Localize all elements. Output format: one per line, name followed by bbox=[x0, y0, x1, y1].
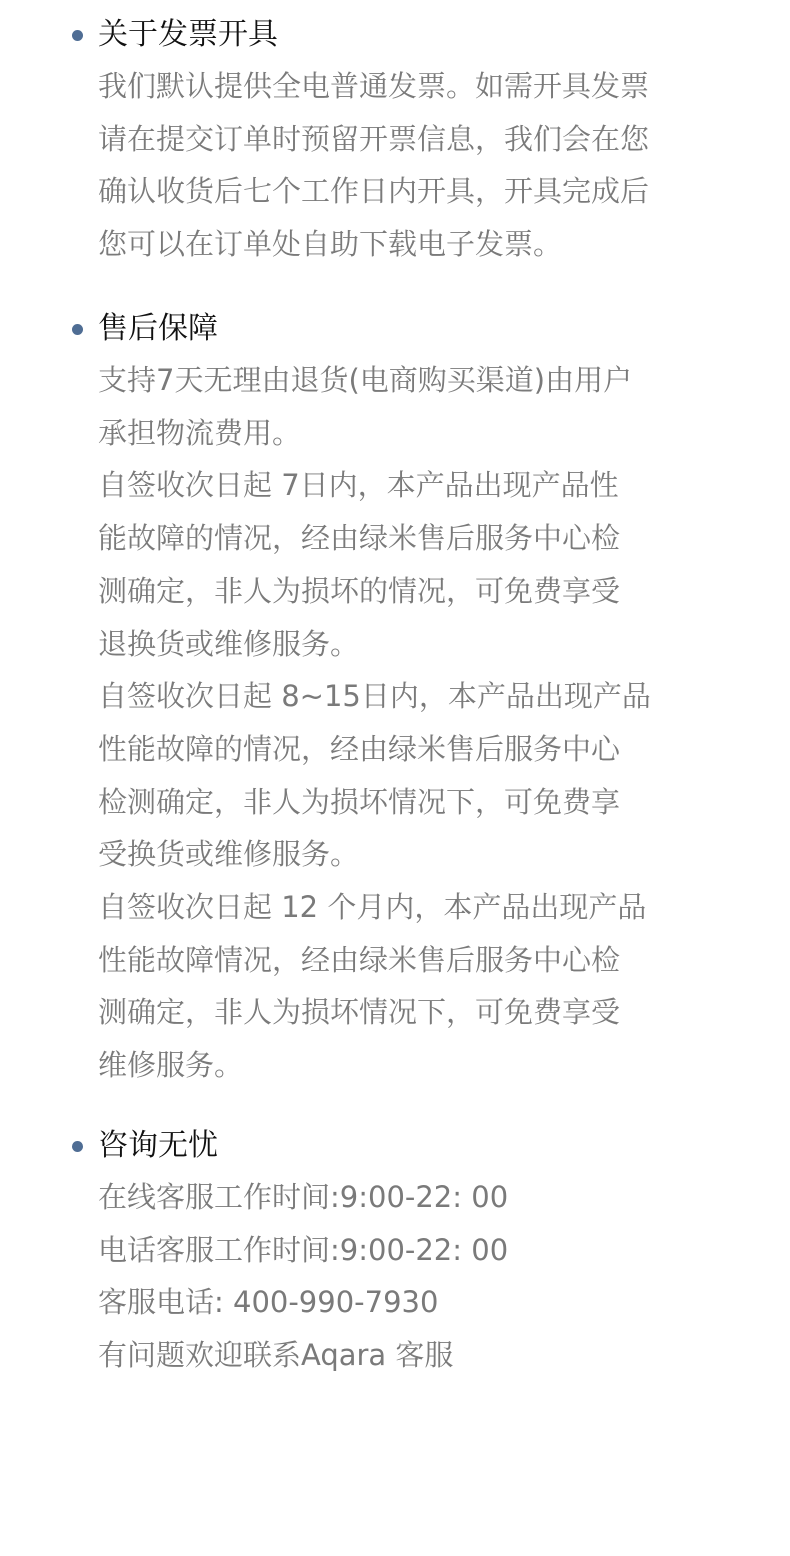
online-service-hours: 在线客服工作时间:9:00-22: 00 bbox=[98, 1180, 509, 1214]
service-phone-number[interactable]: 客服电话: 400-990-7930 bbox=[98, 1285, 439, 1320]
consultation-body bbox=[98, 1171, 708, 1382]
invoice-line: 您可以在订单处自助下载电子发票。 bbox=[98, 227, 563, 262]
after-sales-line: 性能故障的情况，经由绿米售后服务中心 bbox=[98, 731, 621, 766]
consultation-heading: 咨询无忧 bbox=[98, 1128, 218, 1163]
phone-service-hours: 电话客服工作时间:9:00-22: 00 bbox=[98, 1232, 509, 1267]
after-sales-heading: 售后保障 bbox=[98, 311, 218, 346]
invoice-line: 确认收货后七个工作日内开具，开具完成后 bbox=[98, 174, 650, 209]
bullet-icon bbox=[72, 324, 83, 335]
after-sales-line: 退换货或维修服务。 bbox=[98, 626, 360, 661]
after-sales-line: 支持7天无理由退货(电商购买渠道)由用户 bbox=[98, 363, 633, 397]
after-sales-line: 检测确定，非人为损坏情况下，可免费享 bbox=[98, 784, 621, 819]
bullet-icon bbox=[72, 30, 83, 41]
invoice-body bbox=[98, 60, 708, 271]
after-sales-line: 性能故障情况，经由绿米售后服务中心检 bbox=[98, 942, 621, 977]
after-sales-line: 自签收次日起 8~15日内，本产品出现产品 bbox=[98, 679, 651, 714]
after-sales-line: 受换货或维修服务。 bbox=[98, 837, 360, 872]
after-sales-body bbox=[98, 354, 708, 1092]
after-sales-line: 能故障的情况，经由绿米售后服务中心检 bbox=[98, 521, 621, 556]
after-sales-line: 测确定，非人为损坏的情况，可免费享受 bbox=[98, 573, 621, 608]
contact-note: 有问题欢迎联系Aqara 客服 bbox=[98, 1338, 454, 1373]
invoice-line: 我们默认提供全电普通发票。如需开具发票 bbox=[98, 69, 650, 103]
after-sales-line: 测确定，非人为损坏情况下，可免费享受 bbox=[98, 995, 621, 1030]
after-sales-line: 承担物流费用。 bbox=[98, 415, 302, 450]
after-sales-line: 自签收次日起 12 个月内，本产品出现产品 bbox=[98, 890, 647, 925]
invoice-line: 请在提交订单时预留开票信息，我们会在您 bbox=[98, 121, 650, 156]
bullet-icon bbox=[72, 1141, 83, 1152]
invoice-heading: 关于发票开具 bbox=[98, 17, 278, 52]
after-sales-line: 自签收次日起 7日内，本产品出现产品性 bbox=[98, 468, 619, 503]
after-sales-line: 维修服务。 bbox=[98, 1048, 244, 1083]
